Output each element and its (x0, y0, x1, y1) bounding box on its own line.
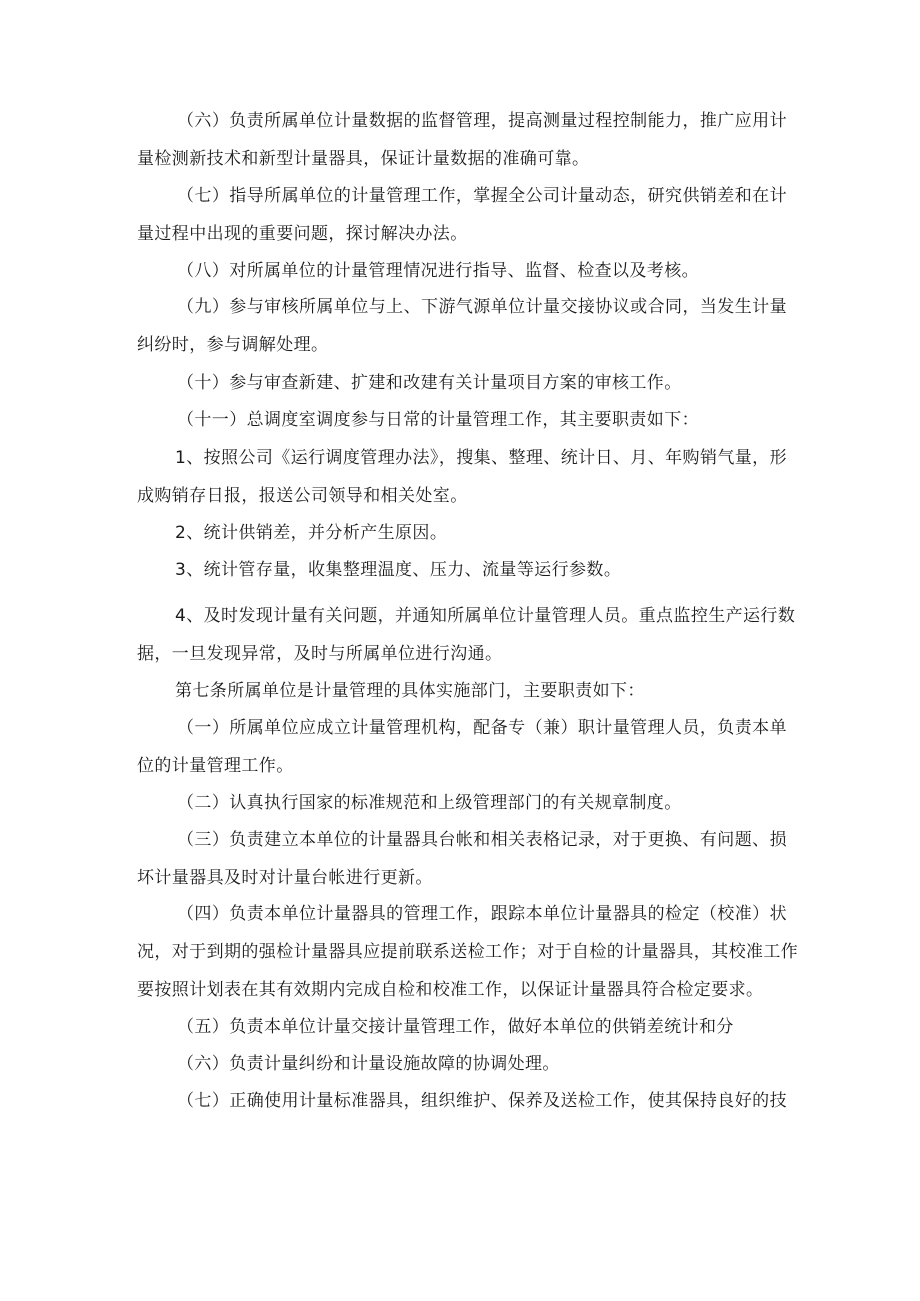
paragraph-line: （十一）总调度室调度参与日常的计量管理工作，其主要职责如下： (177, 410, 699, 430)
paragraph-line: 1、按照公司《运行调度管理办法》，搜集、整理、统计日、月、年购销气量，形 (175, 448, 787, 468)
numbered-item-3 (137, 551, 787, 589)
numbered-item-1 (137, 439, 787, 515)
duty-item-2 (137, 784, 787, 822)
paragraph-line: 要按照计划表在其有效期内完成自检和校准工作，以保证计量器具符合检定要求。 (137, 980, 764, 1000)
paragraph-line: 纠纷时，参与调解处理。 (137, 335, 329, 355)
paragraph-line: （二）认真执行国家的标准规范和上级管理部门的有关规章制度。 (177, 793, 682, 813)
duty-item-5 (137, 1008, 787, 1046)
paragraph-line: （十）参与审查新建、扩建和改建有关计量项目方案的审核工作。 (177, 373, 682, 393)
paragraph-line: 成购销存日报，报送公司领导和相关处室。 (137, 486, 468, 506)
paragraph-9 (137, 288, 787, 364)
duty-item-4 (137, 895, 799, 1009)
paragraph-line: 据，一旦发现异常，及时与所属单位进行沟通。 (137, 644, 503, 664)
paragraph-line: （一）所属单位应成立计量管理机构，配备专（兼）职计量管理人员，负责本单 (177, 718, 787, 738)
paragraph-line: 第七条所属单位是计量管理的具体实施部门，主要职责如下： (175, 681, 645, 701)
paragraph-line: 2、统计供销差，并分析产生原因。 (175, 523, 448, 543)
duty-item-7 (137, 1082, 787, 1120)
paragraph-line: （九）参与审核所属单位与上、下游气源单位计量交接协议或合同，当发生计量 (177, 297, 787, 317)
paragraph-line: （八）对所属单位的计量管理情况进行指导、监督、检查以及考核。 (177, 261, 699, 281)
article-7-heading (137, 672, 787, 710)
paragraph-line: （六）负责所属单位计量数据的监督管理，提高测量过程控制能力，推广应用计 (177, 111, 787, 131)
paragraph-7 (137, 177, 787, 253)
paragraph-6 (137, 102, 787, 178)
paragraph-line: （七）正确使用计量标准器具，组织维护、保养及送检工作，使其保持良好的技 (177, 1091, 787, 1111)
numbered-item-2 (137, 514, 787, 552)
paragraph-11 (137, 401, 787, 439)
paragraph-10 (137, 364, 787, 402)
paragraph-line: 位的计量管理工作。 (137, 756, 294, 776)
numbered-item-4 (137, 597, 796, 673)
paragraph-line: （七）指导所属单位的计量管理工作，掌握全公司计量动态，研究供销差和在计 (177, 186, 787, 206)
duty-item-1 (137, 709, 787, 785)
duty-item-3 (137, 821, 787, 897)
paragraph-line: 坏计量器具及时对计量台帐进行更新。 (137, 868, 433, 888)
paragraph-line: 4、及时发现计量有关问题，并通知所属单位计量管理人员。重点监控生产运行数 (175, 606, 796, 626)
paragraph-line: 况，对于到期的强检计量器具应提前联系送检工作；对于自检的计量器具，其校准工作 (137, 942, 799, 962)
paragraph-line: （六）负责计量纠纷和计量设施故障的协调处理。 (177, 1054, 560, 1074)
paragraph-line: 量检测新技术和新型计量器具，保证计量数据的准确可靠。 (137, 149, 590, 169)
paragraph-line: 3、统计管存量，收集整理温度、压力、流量等运行参数。 (175, 560, 622, 580)
duty-item-6 (137, 1045, 787, 1083)
paragraph-8 (137, 252, 787, 290)
paragraph-line: （四）负责本单位计量器具的管理工作，跟踪本单位计量器具的检定（校准）状 (177, 904, 787, 924)
paragraph-line: （五）负责本单位计量交接计量管理工作，做好本单位的供销差统计和分 (177, 1017, 734, 1037)
paragraph-line: （三）负责建立本单位的计量器具台帐和相关表格记录，对于更换、有问题、损 (177, 830, 787, 850)
paragraph-line: 量过程中出现的重要问题，探讨解决办法。 (137, 224, 468, 244)
